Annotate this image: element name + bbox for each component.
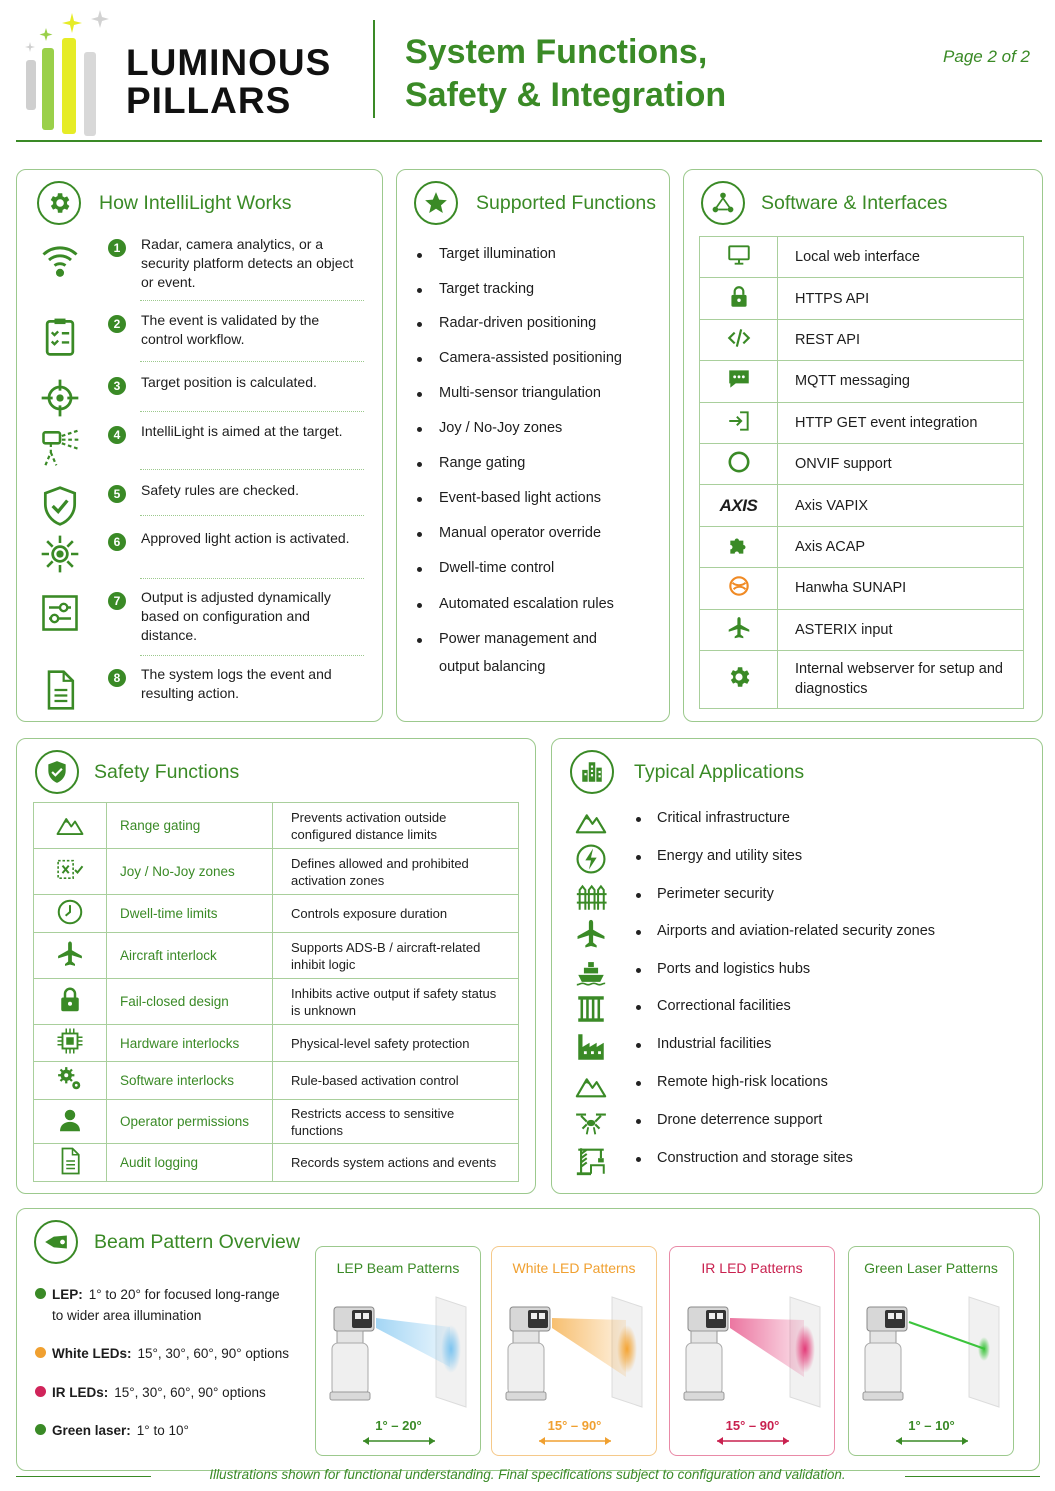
beam-card	[491, 1246, 657, 1456]
beam-angle: 15° – 90°	[547, 1418, 602, 1433]
beam-angle: 1° – 10°	[908, 1418, 955, 1433]
gear-icon	[37, 181, 81, 225]
buildings-icon	[570, 750, 614, 794]
bars-icon	[574, 992, 608, 1026]
app-icon	[574, 1030, 608, 1064]
software-label: Axis ACAP	[778, 526, 1024, 567]
step-number: 1	[108, 239, 126, 257]
software-row	[700, 568, 1024, 609]
software-label: Hanwha SUNAPI	[778, 568, 1024, 609]
software-row	[700, 609, 1024, 650]
software-label: MQTT messaging	[778, 361, 1024, 402]
bullet	[417, 497, 422, 502]
safety-row	[34, 1062, 519, 1100]
software-row	[700, 319, 1024, 360]
safety-desc: Rule-based activation control	[273, 1062, 519, 1100]
supported-item: Target illumination	[439, 246, 556, 262]
shield-check-icon	[38, 484, 82, 528]
airplane-icon	[726, 615, 752, 641]
beam-title: Beam Pattern Overview	[94, 1231, 300, 1253]
app-item: Industrial facilities	[657, 1036, 772, 1052]
beam-card	[315, 1246, 481, 1456]
how-step-text: Output is adjusted dynamically based on configuration and distance.	[141, 589, 331, 643]
bullet	[636, 893, 641, 898]
step-divider	[140, 411, 364, 412]
how-step-icon	[38, 484, 82, 528]
safety-desc: Supports ADS-B / aircraft-related inhibit logic	[273, 933, 519, 979]
user-icon	[55, 1105, 85, 1135]
safety-name: Software interlocks	[107, 1062, 273, 1100]
legend-dot	[35, 1386, 46, 1397]
software-row	[700, 526, 1024, 567]
legend-label: Green laser:	[52, 1423, 131, 1438]
legend-label: IR LEDs:	[52, 1385, 109, 1400]
airplane-icon	[55, 939, 85, 969]
onvif-icon	[726, 449, 752, 475]
gears-icon	[55, 1064, 85, 1094]
sliders-icon	[38, 591, 82, 635]
double-arrow-icon	[537, 1436, 613, 1446]
app-icon	[574, 992, 608, 1026]
factory-icon	[574, 1030, 608, 1064]
legend-entry	[52, 1382, 292, 1403]
safety-name: Operator permissions	[107, 1100, 273, 1144]
beam-card-title: Green Laser Patterns	[864, 1260, 998, 1276]
header-rule	[16, 140, 1042, 142]
bullet	[636, 1119, 641, 1124]
bullet	[636, 968, 641, 973]
software-label: Internal webserver for setup and diagnostics	[778, 650, 1024, 708]
how-step-text: The system logs the event and resulting action.	[141, 666, 332, 701]
safety-desc: Records system actions and events	[273, 1144, 519, 1182]
app-item: Critical infrastructure	[657, 810, 790, 826]
legend-label: White LEDs:	[52, 1346, 132, 1361]
how-step-text: Target position is calculated.	[141, 374, 317, 390]
supported-item: Range gating	[439, 455, 526, 471]
gear-icon	[726, 664, 752, 690]
safety-row	[34, 979, 519, 1025]
flag-icon	[34, 1220, 78, 1264]
safety-desc: Controls exposure duration	[273, 895, 519, 933]
app-item: Correctional facilities	[657, 998, 791, 1014]
safety-desc: Prevents activation outside configured distance limits	[273, 803, 519, 849]
bullet	[636, 1157, 641, 1162]
legend-entry	[52, 1420, 292, 1441]
supported-item: Target tracking	[439, 281, 535, 297]
bullet	[417, 288, 422, 293]
beam-card-title: LEP Beam Patterns	[336, 1260, 460, 1276]
software-label: ASTERIX input	[778, 609, 1024, 650]
bullet	[417, 462, 422, 467]
app-item: Perimeter security	[657, 886, 774, 902]
how-step-icon	[38, 238, 82, 282]
page-number: Page 2 of 2	[943, 47, 1030, 66]
safety-title: Safety Functions	[94, 761, 240, 783]
software-row	[700, 361, 1024, 402]
app-icon	[574, 1144, 608, 1178]
software-label: HTTP GET event integration	[778, 402, 1024, 443]
how-step-text: Safety rules are checked.	[141, 482, 299, 498]
clipboard-check-icon	[38, 314, 82, 358]
safety-desc: Restricts access to sensitive functions	[273, 1100, 519, 1144]
how-step-icon	[38, 591, 82, 635]
legend-dot	[35, 1347, 46, 1358]
bullet	[417, 532, 422, 537]
double-arrow-icon	[715, 1436, 791, 1446]
bullet	[636, 855, 641, 860]
bullet	[636, 1005, 641, 1010]
logo-pillars-icon	[22, 8, 122, 138]
app-item: Energy and utility sites	[657, 848, 803, 864]
network-icon	[701, 181, 745, 225]
beam-card	[848, 1246, 1014, 1456]
supported-item: Joy / No-Joy zones	[439, 420, 563, 436]
safety-row	[34, 895, 519, 933]
beam-card-title: IR LED Patterns	[701, 1260, 803, 1276]
safety-name: Aircraft interlock	[107, 933, 273, 979]
how-step-text: The event is validated by the control workflow.	[141, 312, 320, 347]
safety-name: Audit logging	[107, 1144, 273, 1182]
legend-text: 1° to 10°	[136, 1423, 189, 1438]
lock-icon	[55, 985, 85, 1015]
software-title: Software & Interfaces	[761, 192, 948, 214]
legend-text: 15°, 30°, 60°, 90° options	[137, 1346, 289, 1361]
how-step-icon	[38, 376, 82, 420]
how-step-icon	[38, 532, 82, 576]
bullet	[417, 392, 422, 397]
software-row	[700, 278, 1024, 319]
bullet	[417, 253, 422, 258]
double-arrow-icon	[361, 1436, 437, 1446]
apps-title: Typical Applications	[634, 761, 805, 783]
ship-icon	[574, 955, 608, 989]
lock-icon	[726, 284, 752, 310]
software-label: Axis VAPIX	[778, 485, 1024, 526]
how-step-icon	[38, 425, 82, 469]
bullet	[417, 322, 422, 327]
beam-angle: 15° – 90°	[725, 1418, 780, 1433]
hanwha-logo	[726, 573, 752, 599]
software-label: REST API	[778, 319, 1024, 360]
app-item: Ports and logistics hubs	[657, 961, 811, 977]
how-step-text: IntelliLight is aimed at the target.	[141, 423, 343, 439]
how-step-icon	[38, 314, 82, 358]
bullet	[636, 930, 641, 935]
supported-item: Event-based light actions	[439, 490, 602, 506]
bullet	[417, 567, 422, 572]
app-item: Airports and aviation-related security zones	[657, 923, 936, 939]
app-icon	[574, 842, 608, 876]
app-icon	[574, 804, 608, 838]
mountain-icon	[55, 809, 85, 839]
supported-item: Dwell-time control	[439, 560, 555, 576]
legend-text: 15°, 30°, 60°, 90° options	[114, 1385, 266, 1400]
step-number: 6	[108, 533, 126, 551]
document-icon	[38, 668, 82, 712]
wifi-alert-icon	[38, 238, 82, 282]
software-row	[700, 485, 1024, 526]
zone-icon	[55, 855, 85, 885]
page-title-2: Safety & Integration	[405, 76, 727, 114]
legend-dot	[35, 1424, 46, 1435]
bullet	[417, 603, 422, 608]
how-title: How IntelliLight Works	[99, 192, 292, 214]
step-number: 4	[108, 426, 126, 444]
lightning-icon	[574, 842, 608, 876]
beam-illustration	[857, 1292, 1007, 1412]
step-divider	[140, 361, 364, 362]
step-number: 3	[108, 377, 126, 395]
app-item: Construction and storage sites	[657, 1150, 853, 1166]
safety-name: Dwell-time limits	[107, 895, 273, 933]
mountain-icon	[574, 804, 608, 838]
legend-label: LEP:	[52, 1287, 83, 1302]
fence-icon	[574, 880, 608, 914]
step-divider	[140, 515, 364, 516]
supported-item: Camera-assisted positioning	[439, 350, 622, 366]
crosshair-icon	[38, 376, 82, 420]
mountain-icon	[574, 1068, 608, 1102]
safety-row	[34, 1025, 519, 1062]
safety-desc: Physical-level safety protection	[273, 1025, 519, 1062]
app-icon	[574, 1106, 608, 1140]
beam-card	[669, 1246, 835, 1456]
software-row	[700, 237, 1024, 278]
safety-desc: Inhibits active output if safety status is unknown	[273, 979, 519, 1025]
legend-dot	[35, 1288, 46, 1299]
drone-icon	[574, 1106, 608, 1140]
software-row	[700, 650, 1024, 708]
software-label: ONVIF support	[778, 443, 1024, 484]
beam-angle: 1° – 20°	[375, 1418, 422, 1433]
header-divider	[373, 20, 375, 118]
safety-row	[34, 849, 519, 895]
app-icon	[574, 955, 608, 989]
app-icon	[574, 1068, 608, 1102]
software-label: Local web interface	[778, 237, 1024, 278]
step-number: 8	[108, 669, 126, 687]
supported-title: Supported Functions	[476, 192, 656, 214]
clock-icon	[55, 897, 85, 927]
beam-illustration	[324, 1292, 474, 1412]
safety-table	[33, 802, 519, 1182]
app-icon	[574, 917, 608, 951]
legend-text: 1° to 20° for focused long-range to wider area illumination	[52, 1287, 280, 1323]
safety-row	[34, 803, 519, 849]
app-icon	[574, 880, 608, 914]
safety-row	[34, 1100, 519, 1144]
safety-name: Joy / No-Joy zones	[107, 849, 273, 895]
light-burst-icon	[38, 532, 82, 576]
bullet	[417, 638, 422, 643]
software-row	[700, 443, 1024, 484]
code-icon	[726, 325, 752, 351]
step-number: 5	[108, 485, 126, 503]
shield-icon	[35, 750, 79, 794]
safety-desc: Defines allowed and prohibited activation zones	[273, 849, 519, 895]
crane-icon	[574, 1144, 608, 1178]
bullet	[636, 1043, 641, 1048]
bullet	[636, 817, 641, 822]
supported-item: Manual operator override	[439, 525, 602, 541]
step-divider	[140, 578, 364, 579]
puzzle-icon	[726, 532, 752, 558]
safety-row	[34, 933, 519, 979]
how-step-text: Approved light action is activated.	[141, 530, 350, 546]
step-divider	[140, 300, 364, 301]
legend-entry	[52, 1284, 292, 1326]
beam-illustration	[678, 1292, 828, 1412]
chip-icon	[55, 1026, 85, 1056]
beam-card-title: White LED Patterns	[512, 1260, 636, 1276]
logo-text-2: PILLARS	[126, 80, 292, 121]
legend-entry	[52, 1343, 292, 1364]
bullet	[417, 427, 422, 432]
airplane-icon	[574, 917, 608, 951]
spotlight-icon	[38, 425, 82, 469]
star-icon	[414, 181, 458, 225]
double-arrow-icon	[894, 1436, 970, 1446]
supported-item: Multi-sensor triangulation	[439, 385, 601, 401]
safety-row	[34, 1144, 519, 1182]
step-number: 7	[108, 592, 126, 610]
how-step-icon	[38, 668, 82, 712]
beam-illustration	[500, 1292, 650, 1412]
bullet	[417, 357, 422, 362]
app-item: Drone deterrence support	[657, 1112, 823, 1128]
page-title-1: System Functions,	[405, 33, 708, 71]
software-row	[700, 402, 1024, 443]
login-arrow-icon	[726, 408, 752, 434]
step-number: 2	[108, 315, 126, 333]
supported-item: Power management and output balancing	[439, 631, 597, 675]
chat-icon	[726, 366, 752, 392]
step-divider	[140, 469, 364, 470]
monitor-icon	[726, 242, 752, 268]
app-item: Remote high-risk locations	[657, 1074, 828, 1090]
logo-text-1: LUMINOUS	[126, 42, 332, 83]
software-label: HTTPS API	[778, 278, 1024, 319]
how-step-text: Radar, camera analytics, or a security platform detects an object or event.	[141, 236, 354, 290]
document-icon	[55, 1146, 85, 1176]
safety-name: Range gating	[107, 803, 273, 849]
footer-note: Illustrations shown for functional understanding. Final specifications subject to configuration and validation.	[209, 1467, 846, 1482]
bullet	[636, 1081, 641, 1086]
supported-item: Automated escalation rules	[439, 596, 614, 612]
safety-name: Hardware interlocks	[107, 1025, 273, 1062]
supported-item: Radar-driven positioning	[439, 315, 597, 331]
axis-logo: AXIS	[719, 495, 758, 515]
step-divider	[140, 655, 364, 656]
logo	[22, 8, 342, 138]
software-table	[699, 236, 1024, 709]
safety-name: Fail-closed design	[107, 979, 273, 1025]
